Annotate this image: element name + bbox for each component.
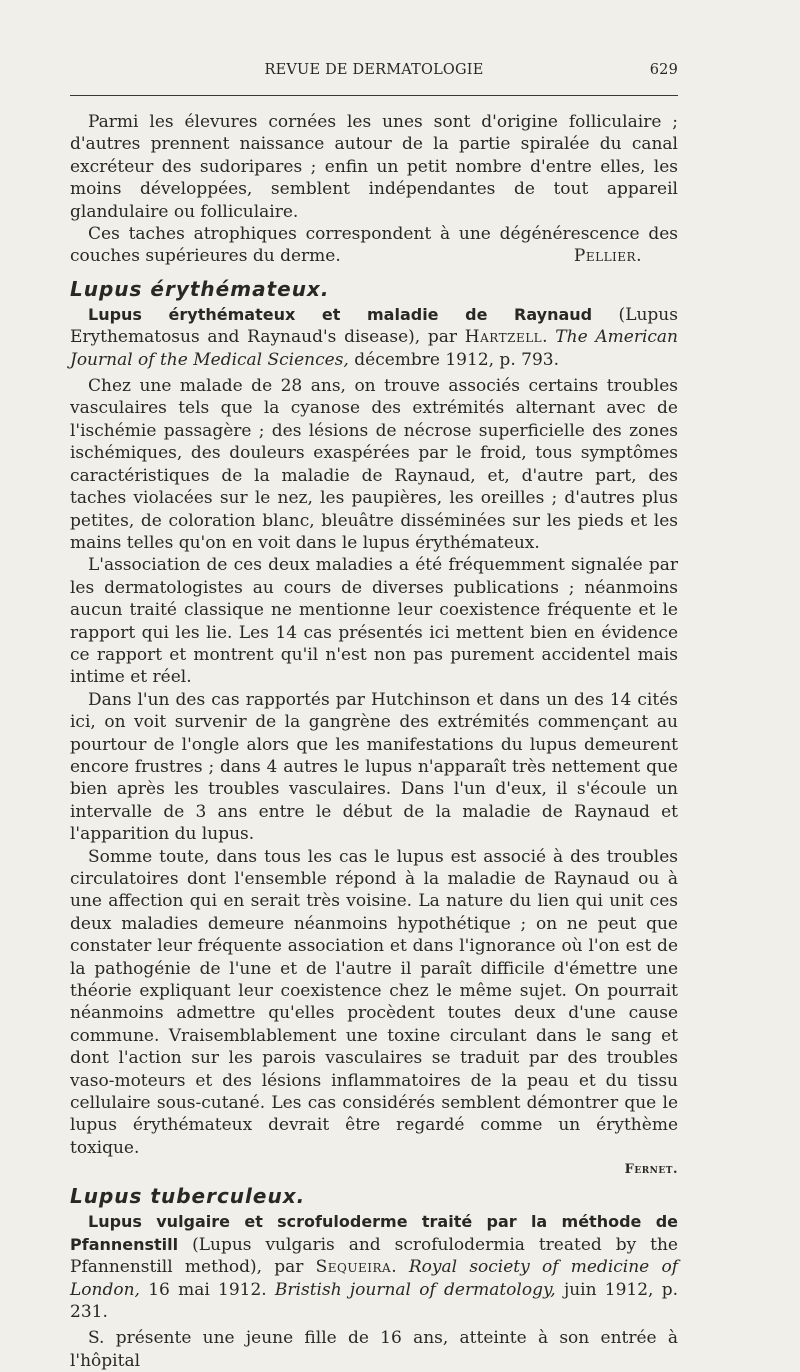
header-rule bbox=[70, 95, 678, 96]
journal-name: Royal society of medicine of London, bbox=[70, 1257, 678, 1300]
journal-page bbox=[70, 0, 678, 1371]
author-signature: Pellier. bbox=[573, 246, 642, 267]
paragraph: Dans l'un des cas rapportés par Hutchinson et dans un des 14 cités ici, on voit survenir de la gangrène des extrémités commençant au pourtour de l'ongle alors que les manifestations du lupus demeurent encore frustres ; dans 4 autres le lupus n'apparaît très nettement que bien après les troubles vasculaires. Dans l'un d'eux, il s'écoule un intervalle de 3 ans entre le début de la maladie de Raynaud et l'apparition du lupus. bbox=[70, 689, 678, 845]
running-head bbox=[70, 62, 678, 84]
article-body bbox=[70, 111, 678, 1372]
citation-date: décembre 1912, p. 793. bbox=[348, 349, 559, 370]
article-title: Lupus érythémateux et maladie de Raynaud bbox=[88, 304, 593, 324]
article-citation bbox=[70, 1211, 678, 1323]
citation-author: Sequeira bbox=[315, 1257, 392, 1278]
paragraph: Parmi les élevures cornées les unes sont d'origine folliculaire ; d'autres prennent naissance autour de la partie spiralée du canal excréteur des sudoripares ; enfin un petit nombre d'entre elles, les moins développées, semblent indépendantes de tout appareil glandulaire ou folliculaire. bbox=[70, 112, 678, 222]
citation-text: (Lupus Erythematosus and Raynaud's disease), par bbox=[70, 304, 678, 348]
author-signature bbox=[70, 1159, 678, 1181]
page-number: 629 bbox=[649, 62, 678, 78]
journal-name: Bristish journal of dermatology, bbox=[274, 1279, 556, 1300]
citation-date: juin 1912, p. 231. bbox=[70, 1279, 678, 1322]
section-heading: Lupus tuberculeux. bbox=[70, 1184, 306, 1209]
signature-text: Fernet. bbox=[624, 1162, 678, 1178]
paragraph bbox=[70, 223, 678, 268]
paragraph-text: Ces taches atrophiques correspondent à une dégénérescence des couches supérieures du derme. bbox=[70, 224, 678, 267]
citation-author: Hartzell bbox=[464, 327, 543, 348]
article-citation bbox=[70, 304, 678, 371]
section-heading: Lupus érythémateux. bbox=[70, 276, 330, 301]
paragraph: L'association de ces deux maladies a été fréquemment signalée par les dermatologistes au cours de diverses publications ; néanmoins aucun traité classique ne mentionne leur coexistence fréquente et le rapport qui les lie. Les 14 cas présentés ici mettent bien en évidence ce rapport et montrent qu'il n'est non pas purement accidentel mais intime et réel. bbox=[70, 555, 678, 688]
journal-name: The American Journal of the Medical Sciences, bbox=[70, 327, 678, 370]
citation-text: (Lupus vulgaris and scrofulodermia treated by the Pfannenstill method), par bbox=[70, 1234, 678, 1278]
journal-title: REVUE DE DERMATOLOGIE bbox=[264, 62, 484, 78]
paragraph: S. présente une jeune fille de 16 ans, atteinte à son entrée à l'hôpital bbox=[70, 1328, 678, 1371]
citation-separator: . bbox=[391, 1257, 409, 1278]
citation-date: 16 mai 1912. bbox=[139, 1279, 275, 1300]
citation-separator: . bbox=[542, 327, 556, 348]
article-title: Lupus vulgaire et scrofuloderme traité par la méthode de Pfannenstill bbox=[70, 1212, 678, 1254]
paragraph: Somme toute, dans tous les cas le lupus est associé à des troubles circulatoires dont l'ensemble répond à la maladie de Raynaud ou à une affection qui en serait très voisine. La nature du lien qui unit ces deux maladies demeure néanmoins hypothétique ; on ne peut que constater leur fréquente association et dans l'ignorance où l'on est de la pathogénie de l'une et de l'autre il paraît difficile d'émettre une théorie expliquant leur coexistence chez le même sujet. On pourrait néanmoins admettre qu'elles procèdent toutes deux d'une cause commune. Vraisemblablement une toxine circulant dans le sang et dont l'action sur les parois vasculaires se traduit par des troubles vaso-moteurs et des lésions inflammatoires de la peau et du tissu cellulaire sous-cutané. Les cas considérés semblent démontrer que le lupus érythémateux devrait être regardé comme un érythème toxique. bbox=[70, 846, 678, 1158]
paragraph: Chez une malade de 28 ans, on trouve associés certains troubles vasculaires tels que la cyanose des extrémités alternant avec de l'ischémie passagère ; des lésions de nécrose superficielle des zones ischémiques, des douleurs exaspérées par le froid, tous symptômes caractéristiques de la maladie de Raynaud, et, d'autre part, des taches violacées sur le nez, les paupières, les oreilles ; d'autres plus petites, de coloration blanc, bleuâtre disséminées sur les pieds et les mains telles qu'on en voit dans le lupus érythémateux. bbox=[70, 376, 678, 553]
